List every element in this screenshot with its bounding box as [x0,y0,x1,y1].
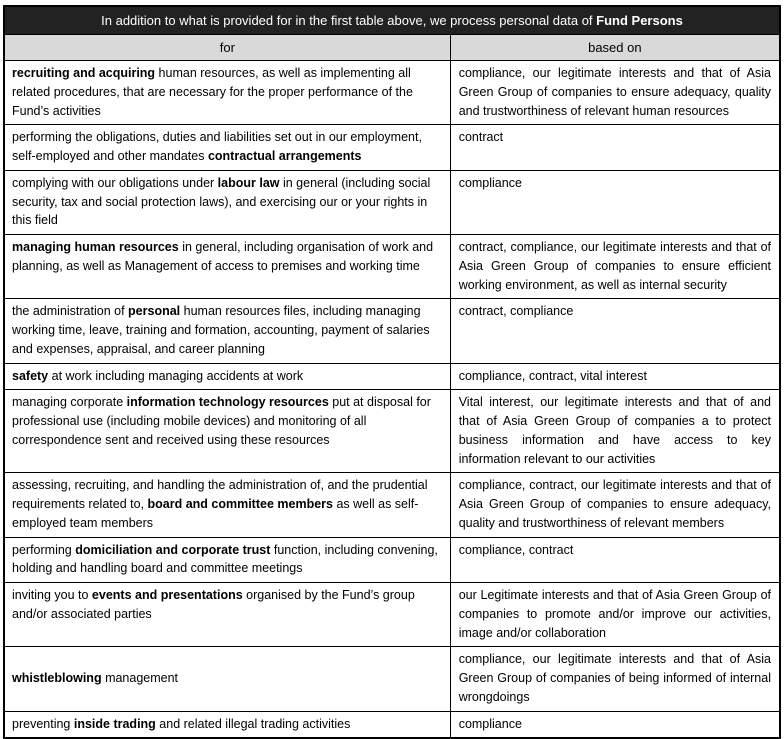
purpose-text: complying with our obligations under [12,175,218,190]
legal-basis-cell: compliance [450,170,780,234]
purpose-text-bold: inside trading [73,716,156,731]
table-row [4,235,780,299]
purpose-text-bold: contractual arrangements [207,149,362,163]
legal-basis-cell: compliance, contract [450,537,780,583]
legal-basis-cell: contract, compliance [450,299,780,363]
purpose-text: the administration of [12,304,129,319]
table-row [4,473,780,537]
purpose-cell [4,390,450,473]
document-page [3,5,781,739]
purpose-cell [4,299,450,363]
purpose-text: performing [12,542,76,557]
table-row [4,125,780,171]
purpose-cell [4,537,450,583]
purpose-text-bold: whistleblowing [12,671,102,685]
purpose-text: assessing, recruiting, and handling the administration of, and the prudential requirements related to, [12,478,428,511]
purpose-text-bold: board and committee members [147,497,333,511]
purpose-text: human resources, as well as implementing all related procedures, that are necessary for the proper performance of the Fund’s activities [12,66,413,118]
table-row [4,711,780,738]
column-header-row [4,35,780,61]
purpose-cell [4,125,450,171]
purpose-text: preventing [12,716,74,731]
purpose-text-bold: personal [128,304,181,319]
legal-basis-cell: compliance, our legitimate interests and that of Asia Green Group of companies of being informed of internal wrongdoings [450,647,780,711]
table-row [4,390,780,473]
purpose-text: management [101,671,179,685]
purpose-cell [4,170,450,234]
table-row [4,61,780,125]
fund-persons-processing-table [3,5,781,739]
column-header-for: for [4,35,450,61]
purpose-text: inviting you to [12,588,92,602]
table-row [4,537,780,583]
purpose-cell [4,711,450,738]
purpose-text-bold: domiciliation and corporate trust [75,542,271,557]
purpose-text: at work including managing accidents at work [48,368,304,383]
purpose-text: and related illegal trading activities [155,716,351,731]
purpose-cell [4,363,450,390]
purpose-cell [4,647,450,711]
table-row [4,583,780,647]
table-body [4,61,780,739]
table-row [4,170,780,234]
legal-basis-cell: compliance, contract, our legitimate interests and that of Asia Green Group of companies to ensure adequacy, quality and trustworthiness of relevant members [450,473,780,537]
legal-basis-cell: compliance, our legitimate interests and that of Asia Green Group of companies to ensure adequacy, quality and trustworthiness of relevant human resources [450,61,780,125]
purpose-text: as well as self-employed team members [12,497,419,530]
purpose-text-bold: safety [12,368,49,383]
purpose-text-bold: events and presentations [91,588,243,602]
purpose-text-bold: information technology resources [126,395,329,410]
table-title-bold-text: Fund Persons [596,13,683,28]
purpose-text: performing the obligations, duties and liabilities set out in our employment, self-employed and other mandates [12,130,422,163]
table-row [4,363,780,390]
legal-basis-cell: compliance [450,711,780,738]
legal-basis-cell: Vital interest, our legitimate interests and that of and that of Asia Green Group of companies a to protect business information and have access to key information relevant to our activities [450,390,780,473]
column-header-based-on: based on [450,35,780,61]
legal-basis-cell: our Legitimate interests and that of Asia Green Group of companies to promote and/or improve our activities, image and/or collaboration [450,583,780,647]
legal-basis-cell: compliance, contract, vital interest [450,363,780,390]
table-row [4,647,780,711]
purpose-cell [4,583,450,647]
purpose-text: human resources files, including managing working time, leave, training and formation, accounting, payment of salaries and expenses, appraisal, and career planning [12,304,430,356]
table-title [4,6,780,35]
purpose-text-bold: labour law [217,175,280,190]
purpose-text-bold: managing human resources [12,240,179,254]
purpose-text: organised by the Fund’s group and/or associated parties [12,588,415,621]
purpose-cell [4,473,450,537]
legal-basis-cell: contract, compliance, our legitimate interests and that of Asia Green Group of companies to ensure efficient working environment, as well as internal security [450,235,780,299]
purpose-text: in general (including social security, tax and social protection laws), and exercising our or your rights in this field [12,175,431,228]
purpose-text: function, including convening, holding and handling board and committee meetings [12,542,438,576]
purpose-text: in general, including organisation of work and planning, as well as Management of access to premises and working time [12,240,434,273]
legal-basis-cell: contract [450,125,780,171]
table-row [4,299,780,363]
table-title-row [4,6,780,35]
table-title-text: In addition to what is provided for in the first table above, we process personal data of [101,13,597,28]
purpose-text-bold: recruiting and acquiring [12,66,156,80]
purpose-cell [4,61,450,125]
purpose-cell [4,235,450,299]
purpose-text: put at disposal for professional use (including mobile devices) and monitoring of all correspondence sent and received using these resources [12,395,431,447]
purpose-text: managing corporate [12,395,127,410]
